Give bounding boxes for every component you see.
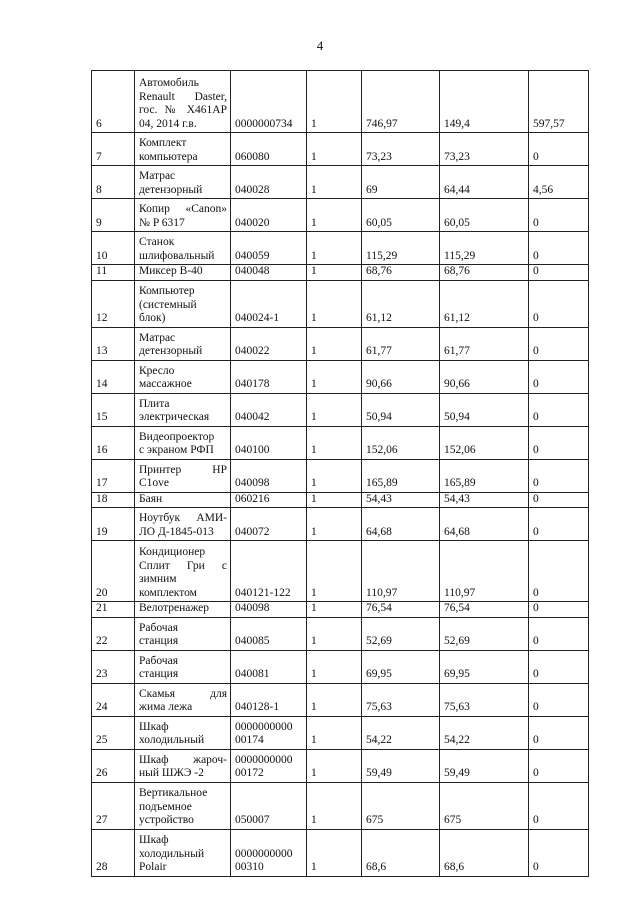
initial-cost-cell: 52,69 (362, 617, 440, 650)
initial-cost-cell: 746,97 (362, 71, 440, 133)
table-row (92, 199, 589, 232)
item-name-line: Рабочая (139, 621, 178, 634)
depreciation-cell: 61,12 (440, 280, 529, 327)
item-name-line: Велотренажер (139, 602, 210, 614)
page-number: 4 (316, 38, 324, 53)
item-name-line: компьютера (139, 150, 198, 163)
table-row (92, 617, 589, 650)
residual-cost-cell: 0 (529, 360, 589, 393)
depreciation-cell: 149,4 (440, 71, 529, 133)
initial-cost-cell: 64,68 (362, 508, 440, 541)
depreciation-cell: 675 (440, 782, 529, 829)
initial-cost-cell: 60,05 (362, 199, 440, 232)
inventory-table-body (92, 71, 589, 877)
quantity-cell: 1 (307, 617, 362, 650)
table-row (92, 360, 589, 393)
item-name-line: станция (139, 668, 179, 680)
item-name-line: Кресло (139, 364, 175, 377)
depreciation-cell: 52,69 (440, 617, 529, 650)
table-row (92, 716, 589, 749)
item-name-cell (135, 492, 231, 508)
row-number-cell: 19 (92, 508, 135, 541)
depreciation-cell: 61,77 (440, 327, 529, 360)
item-name-line: (системный (139, 298, 197, 311)
initial-cost-cell: 61,12 (362, 280, 440, 327)
row-number-cell: 17 (92, 459, 135, 492)
initial-cost-cell: 675 (362, 782, 440, 829)
item-name-line: с экраном РФП (139, 444, 214, 456)
item-name-line: Матрас (139, 170, 176, 182)
depreciation-cell: 60,05 (440, 199, 529, 232)
inventory-number-cell: 040098 (231, 602, 307, 618)
inventory-number-cell: 040081 (231, 650, 307, 683)
quantity-cell: 1 (307, 199, 362, 232)
item-name-cell (135, 650, 231, 683)
initial-cost-cell: 75,63 (362, 683, 440, 716)
depreciation-cell: 68,76 (440, 265, 529, 281)
item-name-cell (135, 716, 231, 749)
item-name-line: Шкаф (139, 720, 169, 733)
depreciation-cell: 76,54 (440, 602, 529, 618)
depreciation-cell: 50,94 (440, 393, 529, 426)
initial-cost-cell: 54,43 (362, 492, 440, 508)
quantity-cell: 1 (307, 459, 362, 492)
item-name-line: Renault Daster, (139, 90, 227, 103)
item-name-line: ЛО Д-1845-013 (139, 525, 214, 538)
residual-cost-cell: 0 (529, 541, 589, 602)
residual-cost-cell: 0 (529, 393, 589, 426)
row-number-cell: 14 (92, 360, 135, 393)
table-row (92, 602, 589, 618)
item-name-cell (135, 508, 231, 541)
quantity-cell: 1 (307, 133, 362, 166)
residual-cost-cell: 0 (529, 327, 589, 360)
quantity-cell: 1 (307, 716, 362, 749)
item-name-line: Скамья для (139, 687, 227, 700)
depreciation-cell: 64,44 (440, 166, 529, 199)
initial-cost-cell: 68,6 (362, 829, 440, 876)
table-row (92, 829, 589, 876)
inventory-number-cell: 040059 (231, 232, 307, 265)
item-name-line: Шкаф (139, 834, 169, 846)
initial-cost-cell: 115,29 (362, 232, 440, 265)
residual-cost-cell: 0 (529, 265, 589, 281)
row-number-cell: 20 (92, 541, 135, 602)
quantity-cell: 1 (307, 782, 362, 829)
inventory-number-cell: 0000000000 00174 (231, 716, 307, 749)
item-name-line: Автомобиль (139, 77, 199, 89)
item-name-line: комплектом (139, 586, 197, 599)
depreciation-cell: 54,22 (440, 716, 529, 749)
item-name-cell (135, 166, 231, 199)
quantity-cell: 1 (307, 360, 362, 393)
item-name-cell (135, 71, 231, 133)
initial-cost-cell: 76,54 (362, 602, 440, 618)
residual-cost-cell: 0 (529, 716, 589, 749)
initial-cost-cell: 152,06 (362, 426, 440, 459)
table-row (92, 327, 589, 360)
initial-cost-cell: 73,23 (362, 133, 440, 166)
item-name-cell (135, 265, 231, 281)
residual-cost-cell: 0 (529, 199, 589, 232)
item-name-line: Плита (139, 397, 170, 410)
depreciation-cell: 165,89 (440, 459, 529, 492)
residual-cost-cell: 0 (529, 617, 589, 650)
row-number-cell: 16 (92, 426, 135, 459)
initial-cost-cell: 165,89 (362, 459, 440, 492)
table-row (92, 508, 589, 541)
item-name-line: C1ove (139, 477, 170, 489)
item-name-cell (135, 133, 231, 166)
depreciation-cell: 73,23 (440, 133, 529, 166)
initial-cost-cell: 110,97 (362, 541, 440, 602)
item-name-line: холодильный (139, 734, 205, 746)
row-number-cell: 27 (92, 782, 135, 829)
item-name-line: Миксер В-40 (139, 265, 203, 277)
quantity-cell: 1 (307, 508, 362, 541)
item-name-line: электрическая (139, 411, 210, 423)
depreciation-cell: 68,6 (440, 829, 529, 876)
table-row (92, 492, 589, 508)
quantity-cell: 1 (307, 683, 362, 716)
residual-cost-cell: 0 (529, 280, 589, 327)
inventory-number-cell: 0000000000 00172 (231, 749, 307, 782)
table-row (92, 133, 589, 166)
table-row (92, 782, 589, 829)
item-name-line: детензорный (139, 345, 203, 357)
row-number-cell: 24 (92, 683, 135, 716)
item-name-cell (135, 393, 231, 426)
inventory-number-cell: 040072 (231, 508, 307, 541)
depreciation-cell: 152,06 (440, 426, 529, 459)
row-number-cell: 23 (92, 650, 135, 683)
inventory-number-cell: 0000000000 00310 (231, 829, 307, 876)
residual-cost-cell: 0 (529, 459, 589, 492)
quantity-cell: 1 (307, 265, 362, 281)
table-row (92, 650, 589, 683)
quantity-cell: 1 (307, 602, 362, 618)
inventory-number-cell: 040098 (231, 459, 307, 492)
quantity-cell: 1 (307, 280, 362, 327)
row-number-cell: 13 (92, 327, 135, 360)
inventory-number-cell: 040121-122 (231, 541, 307, 602)
item-name-line: Видеопроектор (139, 430, 215, 443)
quantity-cell: 1 (307, 650, 362, 683)
item-name-line: станция (139, 635, 179, 647)
residual-cost-cell: 4,56 (529, 166, 589, 199)
item-name-line: Принтер HP (139, 463, 227, 476)
row-number-cell: 22 (92, 617, 135, 650)
row-number-cell: 9 (92, 199, 135, 232)
table-row (92, 541, 589, 602)
depreciation-cell: 115,29 (440, 232, 529, 265)
residual-cost-cell: 0 (529, 829, 589, 876)
item-name-line: Шкаф жароч- (139, 753, 227, 766)
residual-cost-cell: 0 (529, 782, 589, 829)
residual-cost-cell: 0 (529, 492, 589, 508)
depreciation-cell: 64,68 (440, 508, 529, 541)
row-number-cell: 28 (92, 829, 135, 876)
quantity-cell: 1 (307, 492, 362, 508)
inventory-number-cell: 040178 (231, 360, 307, 393)
quantity-cell: 1 (307, 166, 362, 199)
item-name-cell (135, 617, 231, 650)
depreciation-cell: 110,97 (440, 541, 529, 602)
table-row (92, 749, 589, 782)
quantity-cell: 1 (307, 327, 362, 360)
residual-cost-cell: 597,57 (529, 71, 589, 133)
inventory-number-cell: 040028 (231, 166, 307, 199)
item-name-line: 04, 2014 г.в. (139, 117, 197, 130)
quantity-cell: 1 (307, 829, 362, 876)
row-number-cell: 8 (92, 166, 135, 199)
item-name-line: Комплект (139, 137, 187, 149)
initial-cost-cell: 69 (362, 166, 440, 199)
quantity-cell: 1 (307, 749, 362, 782)
inventory-number-cell: 040128-1 (231, 683, 307, 716)
table-row (92, 393, 589, 426)
table-row (92, 265, 589, 281)
item-name-cell (135, 683, 231, 716)
residual-cost-cell: 0 (529, 133, 589, 166)
item-name-cell (135, 199, 231, 232)
depreciation-cell: 54,43 (440, 492, 529, 508)
inventory-number-cell: 040042 (231, 393, 307, 426)
initial-cost-cell: 69,95 (362, 650, 440, 683)
item-name-line: подъемное (139, 800, 192, 813)
item-name-line: Матрас (139, 331, 176, 344)
item-name-line: зимним (139, 573, 177, 585)
inventory-number-cell: 040024-1 (231, 280, 307, 327)
item-name-line: холодильный (139, 847, 205, 860)
item-name-line: шлифовальный (139, 249, 215, 262)
inventory-number-cell: 050007 (231, 782, 307, 829)
residual-cost-cell: 0 (529, 749, 589, 782)
item-name-line: Вертикальное (139, 787, 208, 799)
depreciation-cell: 75,63 (440, 683, 529, 716)
item-name-line: Сплит Гри с (139, 559, 227, 572)
table-row (92, 426, 589, 459)
item-name-cell (135, 541, 231, 602)
initial-cost-cell: 90,66 (362, 360, 440, 393)
item-name-line: № P 6317 (139, 216, 185, 229)
table-row (92, 459, 589, 492)
item-name-cell (135, 749, 231, 782)
item-name-line: гос. № Х461АР (139, 104, 227, 116)
depreciation-cell: 69,95 (440, 650, 529, 683)
table-row (92, 166, 589, 199)
item-name-line: жима лежа (139, 701, 193, 713)
item-name-line: детензорный (139, 183, 203, 196)
residual-cost-cell: 0 (529, 650, 589, 683)
row-number-cell: 21 (92, 602, 135, 618)
item-name-line: Баян (139, 492, 163, 505)
table-row (92, 683, 589, 716)
item-name-line: массажное (139, 378, 192, 390)
residual-cost-cell: 0 (529, 232, 589, 265)
residual-cost-cell: 0 (529, 683, 589, 716)
item-name-cell (135, 232, 231, 265)
row-number-cell: 26 (92, 749, 135, 782)
table-row (92, 232, 589, 265)
row-number-cell: 10 (92, 232, 135, 265)
item-name-cell (135, 327, 231, 360)
item-name-line: Кондиционер (139, 546, 206, 558)
item-name-line: ный ШЖЭ -2 (139, 767, 204, 779)
initial-cost-cell: 50,94 (362, 393, 440, 426)
quantity-cell: 1 (307, 71, 362, 133)
initial-cost-cell: 54,22 (362, 716, 440, 749)
item-name-line: блок) (139, 312, 166, 324)
table-row (92, 71, 589, 133)
item-name-cell (135, 360, 231, 393)
row-number-cell: 11 (92, 265, 135, 281)
inventory-number-cell: 040048 (231, 265, 307, 281)
residual-cost-cell: 0 (529, 508, 589, 541)
quantity-cell: 1 (307, 393, 362, 426)
item-name-line: устройство (139, 814, 194, 826)
residual-cost-cell: 0 (529, 602, 589, 618)
row-number-cell: 18 (92, 492, 135, 508)
depreciation-cell: 90,66 (440, 360, 529, 393)
initial-cost-cell: 61,77 (362, 327, 440, 360)
inventory-number-cell: 060080 (231, 133, 307, 166)
quantity-cell: 1 (307, 232, 362, 265)
depreciation-cell: 59,49 (440, 749, 529, 782)
inventory-table (91, 70, 589, 877)
item-name-cell (135, 602, 231, 618)
row-number-cell: 12 (92, 280, 135, 327)
inventory-number-cell: 040020 (231, 199, 307, 232)
inventory-number-cell: 040022 (231, 327, 307, 360)
initial-cost-cell: 68,76 (362, 265, 440, 281)
item-name-line: Компьютер (139, 285, 195, 297)
item-name-line: Ноутбук АМИ- (139, 512, 227, 524)
row-number-cell: 15 (92, 393, 135, 426)
item-name-cell (135, 426, 231, 459)
residual-cost-cell: 0 (529, 426, 589, 459)
item-name-cell (135, 782, 231, 829)
item-name-line: Станок (139, 236, 175, 248)
table-row (92, 280, 589, 327)
row-number-cell: 25 (92, 716, 135, 749)
inventory-number-cell: 040100 (231, 426, 307, 459)
item-name-line: Рабочая (139, 654, 178, 667)
row-number-cell: 7 (92, 133, 135, 166)
quantity-cell: 1 (307, 426, 362, 459)
row-number-cell: 6 (92, 71, 135, 133)
initial-cost-cell: 59,49 (362, 749, 440, 782)
quantity-cell: 1 (307, 541, 362, 602)
inventory-number-cell: 0000000734 (231, 71, 307, 133)
item-name-cell (135, 459, 231, 492)
inventory-number-cell: 040085 (231, 617, 307, 650)
inventory-number-cell: 060216 (231, 492, 307, 508)
item-name-line: Копир «Canon» (139, 203, 227, 215)
item-name-cell (135, 829, 231, 876)
item-name-line: Polair (139, 861, 167, 873)
item-name-cell (135, 280, 231, 327)
